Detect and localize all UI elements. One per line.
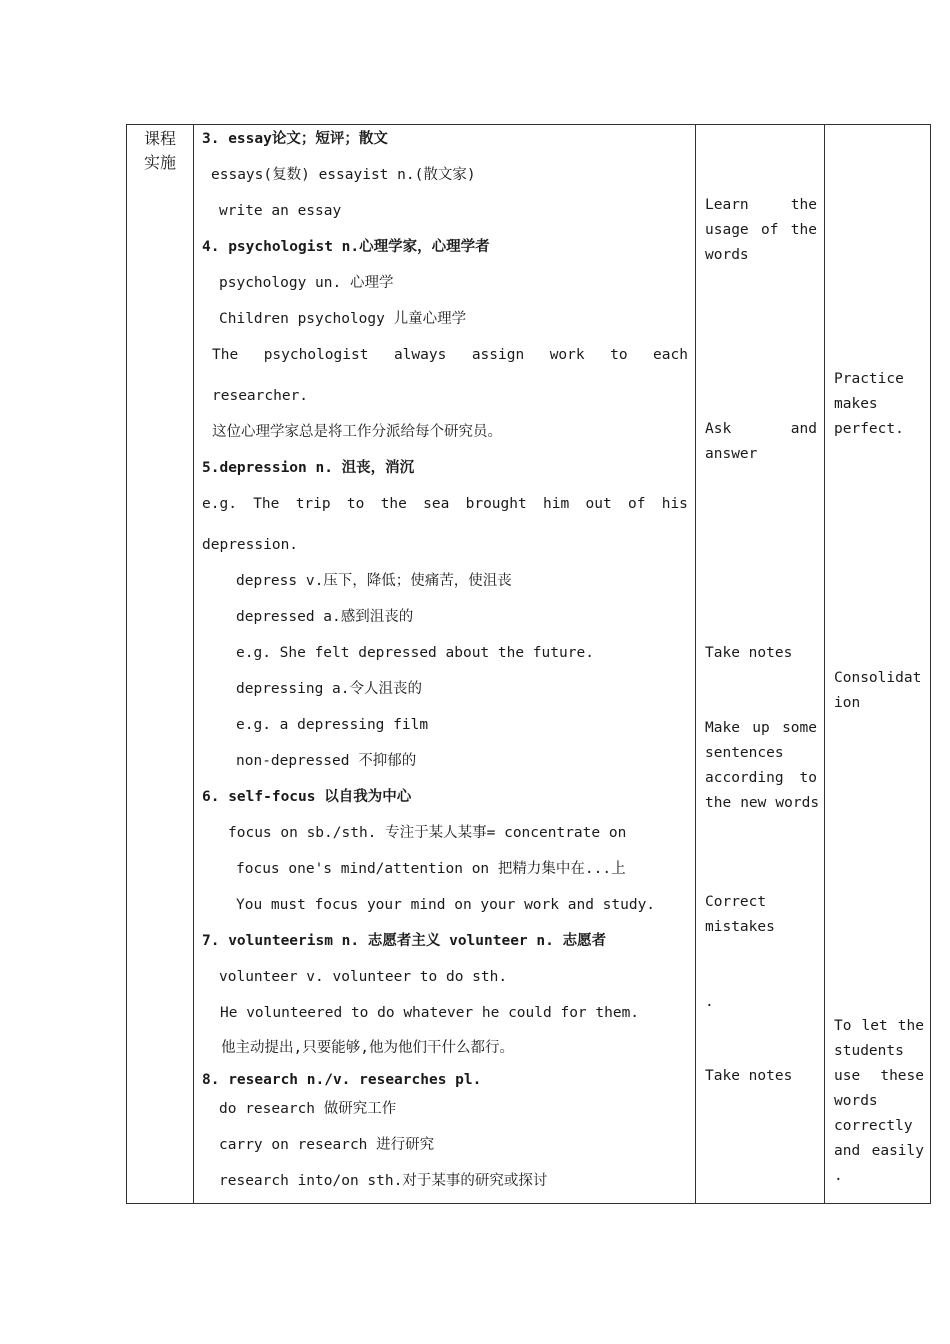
vocab-line: do research 做研究工作 (219, 1101, 397, 1117)
activity-correct: Correct mistakes (705, 894, 775, 935)
vocab-heading-depression: 5.depression n. 沮丧，消沉 (202, 460, 415, 476)
vocab-heading-essay: 3. essay论文；短评；散文 (202, 131, 388, 147)
example-sentence: e.g. The trip to the sea brought him out of his (202, 496, 688, 512)
purpose-consolidation: Consolidat ion (834, 670, 922, 711)
example-sentence-cont: depression. (202, 537, 299, 553)
vocab-line: volunteer v. volunteer to do sth. (219, 969, 508, 985)
vocab-heading-volunteerism: 7. volunteerism n. 志愿者主义 volunteer n. 志愿者 (202, 933, 607, 949)
vocab-line: focus on sb./sth. 专注于某人某事= concentrate on (228, 825, 627, 841)
column-divider (193, 125, 194, 1203)
vocab-line: e.g. She felt depressed about the future. (236, 645, 594, 661)
purpose-practice: Practice makes perfect. (834, 371, 904, 437)
vocab-line: non-depressed 不抑郁的 (236, 753, 417, 769)
activity-learn: Learn the usage of the words (705, 197, 817, 263)
vocab-heading-research: 8. research n./v. researches pl. (202, 1072, 482, 1088)
example-sentence-cont: researcher. (212, 388, 309, 404)
activity-take-notes: Take notes (705, 1068, 793, 1084)
vocab-line: essays(复数) essayist n.(散文家) (211, 167, 476, 183)
purpose-correct-use: To let the students use these words correctly and easily . (834, 1018, 924, 1184)
vocab-line: He volunteered to do whatever he could for them. (220, 1005, 640, 1021)
vocab-line: focus one's mind/attention on 把精力集中在...上 (236, 861, 626, 877)
vocab-line: write an essay (219, 203, 342, 219)
column-divider (695, 125, 696, 1203)
vocab-heading-psychologist: 4. psychologist n.心理学家，心理学者 (202, 239, 490, 255)
lesson-table (126, 124, 931, 1204)
vocab-line: depressed a.感到沮丧的 (236, 609, 414, 625)
vocab-line: research into/on sth.对于某事的研究或探讨 (219, 1173, 548, 1189)
activity-take-notes: Take notes (705, 645, 793, 661)
vocab-line: carry on research 进行研究 (219, 1137, 435, 1153)
vocab-line: depressing a.令人沮丧的 (236, 681, 422, 697)
vocab-line: e.g. a depressing film (236, 717, 429, 733)
activity-ask: Ask and answer (705, 421, 817, 462)
vocab-line: depress v.压下，降低；使痛苦，使沮丧 (236, 573, 512, 589)
vocab-line: Children psychology 儿童心理学 (219, 311, 467, 327)
activity-dot: . (705, 994, 714, 1010)
section-label: 课程 实施 (143, 129, 176, 172)
vocab-line: 他主动提出,只要能够,他为他们干什么都行。 (221, 1040, 514, 1056)
vocab-line: psychology un. 心理学 (219, 275, 394, 291)
vocab-heading-self-focus: 6. self-focus 以自我为中心 (202, 789, 412, 805)
activity-make-sentences: Make up some sentences according to the new words (705, 720, 820, 811)
example-translation: 这位心理学家总是将工作分派给每个研究员。 (212, 424, 502, 440)
vocab-line: You must focus your mind on your work and study. (236, 897, 656, 913)
column-divider (824, 125, 825, 1203)
example-sentence: The psychologist always assign work to each (212, 347, 688, 363)
